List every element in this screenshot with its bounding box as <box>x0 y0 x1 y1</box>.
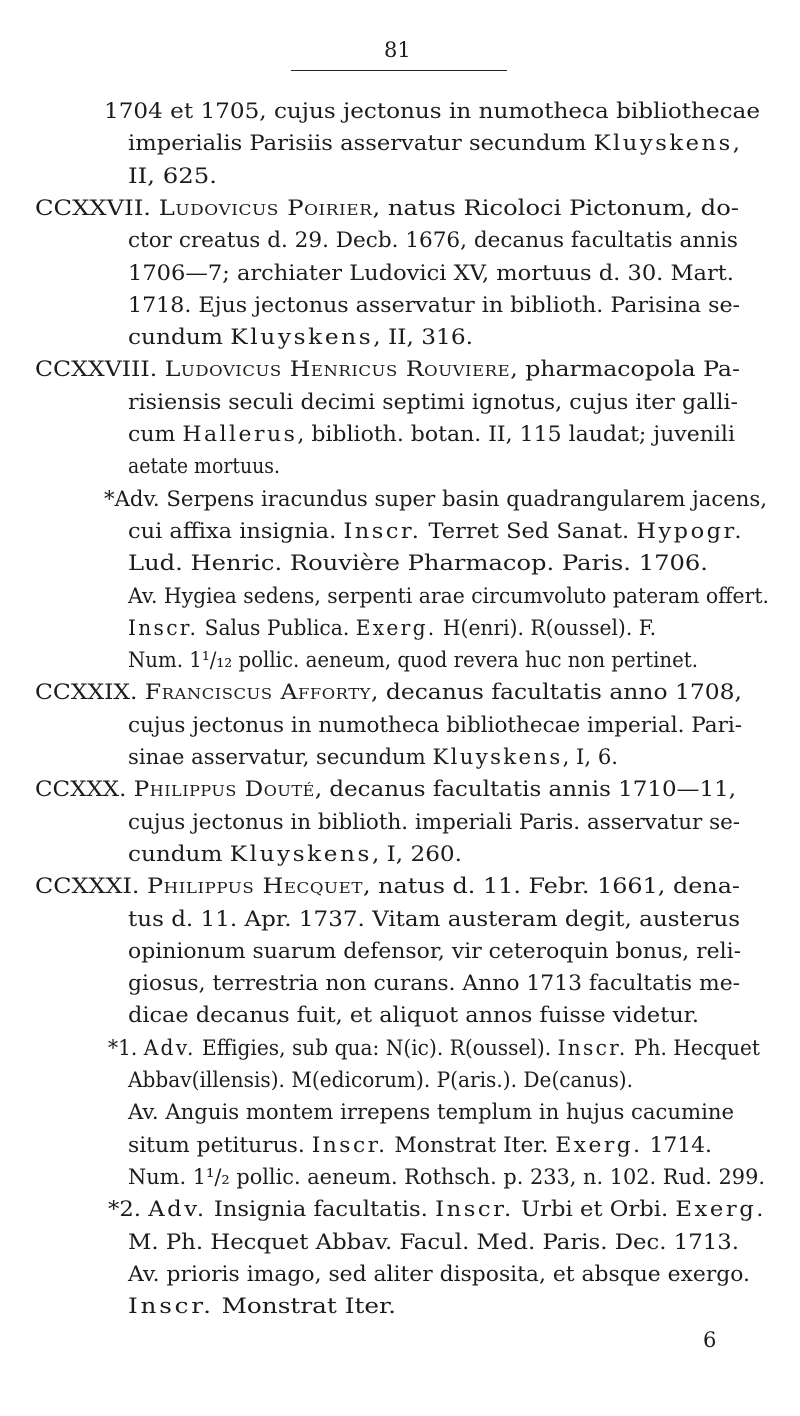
text-line <box>128 230 738 252</box>
text-line <box>128 615 657 641</box>
text-line <box>128 1261 750 1287</box>
text-segment: , natus Ricoloci Pictonum, do- <box>372 195 739 221</box>
text-segment: CCXXXI. <box>35 874 148 900</box>
text-segment: Ludovicus Poirier <box>158 195 373 221</box>
text-line <box>128 938 741 964</box>
text-segment: Kluyskens <box>593 131 733 157</box>
text-line <box>128 424 735 446</box>
text-segment: CCXXX. <box>35 777 134 803</box>
text-line <box>128 1132 712 1158</box>
text-segment: risiensis seculi decimi septimi ignotus, cujus iter galli- <box>128 389 739 415</box>
text-line <box>104 101 760 123</box>
text-line <box>128 292 741 318</box>
text-line <box>35 876 740 898</box>
text-segment: Effigies, sub qua: N(ic). R(oussel). <box>195 1035 558 1061</box>
text-line <box>128 841 462 867</box>
text-segment: CCXXVII. <box>35 195 159 221</box>
text-line <box>128 327 473 349</box>
text-line <box>128 163 217 189</box>
text-segment: Franciscus Afforty <box>144 680 371 706</box>
text-segment: Kluyskens <box>229 841 372 867</box>
text-line <box>128 809 741 835</box>
text-segment: , decanus facultatis annis 1710—11, <box>314 777 736 803</box>
text-line <box>128 712 743 738</box>
text-segment: , I, 260. <box>371 841 462 867</box>
text-line <box>128 747 618 769</box>
text-segment: dicae decanus fuit, et aliquot annos fuisse videtur. <box>128 1003 699 1029</box>
header-rule <box>291 70 507 71</box>
text-segment: 1718. Ejus jectonus asservatur in biblioth. Parisina se- <box>128 292 741 318</box>
text-line <box>35 682 742 704</box>
text-line <box>128 973 740 995</box>
text-segment: CCXXVIII. <box>35 357 165 383</box>
text-segment: Av. Anguis montem irrepens templum in hujus cacumine <box>128 1100 735 1126</box>
text-segment: II, 625. <box>128 163 217 189</box>
text-segment: Inscr. <box>311 1132 388 1158</box>
text-segment: Lud. Henric. Rouvière Pharmacop. Paris. 1706. <box>128 551 709 577</box>
text-segment: Hallerus <box>182 422 298 447</box>
page-number: 81 <box>384 38 411 62</box>
text-segment: Ph. Hecquet <box>627 1035 761 1061</box>
text-segment: , II, 316. <box>373 325 474 351</box>
text-segment: Terret Sed Sanat. <box>421 518 637 544</box>
text-segment: Adv. <box>143 1035 196 1061</box>
text-line <box>128 1102 734 1124</box>
text-segment: situm petiturus. <box>128 1132 312 1158</box>
text-line <box>128 650 698 672</box>
text-line <box>128 133 740 155</box>
text-line <box>128 906 741 932</box>
text-segment: cujus jectonus in numotheca bibliothecae imperial. Pari- <box>128 712 743 738</box>
text-line <box>35 195 739 221</box>
text-segment: Monstrat Iter. <box>387 1132 556 1158</box>
text-segment: *2. <box>108 1197 149 1223</box>
text-segment: , biblioth. botan. II, 115 laudat; juvenili <box>297 422 736 447</box>
text-segment: Num. 1¹/₁₂ pollic. aeneum, quod revera huc non pertinet. <box>128 648 699 674</box>
text-segment: Insignia facultatis. <box>206 1197 436 1223</box>
text-line <box>35 359 740 381</box>
text-segment: Abbav(illensis). M(edicorum). P(aris.). De(canus). <box>128 1068 634 1093</box>
text-segment: *1. <box>108 1035 144 1061</box>
text-segment: , decanus facultatis anno 1708, <box>370 680 742 706</box>
text-segment: Inscr. <box>557 1035 628 1061</box>
text-segment: sinae asservatur, secundum <box>128 745 433 770</box>
text-segment: Hypogr. <box>636 518 744 544</box>
text-segment: Ludovicus Henricus Rouviere <box>164 357 511 383</box>
text-segment: Inscr. <box>435 1197 514 1223</box>
text-segment: Exerg. <box>555 1132 643 1158</box>
text-segment: H(enri). R(oussel). F. <box>436 615 657 641</box>
text-line <box>35 779 736 801</box>
text-line <box>128 1296 396 1318</box>
text-segment: Inscr. <box>128 1294 214 1320</box>
text-segment: cundum <box>128 325 231 351</box>
text-segment: Inscr. <box>343 518 422 544</box>
text-segment: opinionum suarum defensor, vir ceteroquin bonus, reli- <box>128 938 741 964</box>
text-segment: Philippus Douté <box>133 777 315 803</box>
text-line <box>128 389 739 415</box>
text-segment: *Adv. Serpens iracundus super basin quadrangularem jacens, <box>104 486 768 512</box>
text-line <box>128 1070 633 1092</box>
text-segment: Urbi et Orbi. <box>513 1197 676 1223</box>
text-segment: Num. 1¹/₂ pollic. aeneum. Rothsch. p. 233, n. 102. Rud. 299. <box>128 1164 765 1190</box>
text-segment: Philippus Hecquet <box>147 874 363 900</box>
text-segment: , <box>732 131 740 157</box>
text-segment: tus d. 11. Apr. 1737. Vitam austeram degit, austerus <box>128 906 741 932</box>
text-segment: , pharmacopola Pa- <box>510 357 740 383</box>
text-line <box>128 1164 765 1190</box>
text-segment: Kluyskens <box>230 325 374 351</box>
text-line <box>108 1199 766 1221</box>
text-segment: M. Ph. Hecquet Abbav. Facul. Med. Paris. Dec. 1713. <box>128 1229 739 1255</box>
text-segment: 1706—7; archiater Ludovici XV, mortuus d. 30. Mart. <box>128 260 734 286</box>
text-segment: cujus jectonus in biblioth. imperiali Paris. asservatur se- <box>128 809 741 835</box>
text-segment: Kluyskens <box>432 745 563 770</box>
text-line <box>128 518 744 544</box>
text-line <box>128 456 280 478</box>
text-segment: imperialis Parisiis asservatur secundum <box>128 131 594 157</box>
text-segment: 1714. <box>642 1132 712 1158</box>
text-line <box>128 260 734 286</box>
text-segment: giosus, terrestria non curans. Anno 1713 facultatis me- <box>128 971 741 997</box>
text-segment: Monstrat Iter. <box>213 1294 396 1320</box>
text-line <box>128 583 769 609</box>
text-line <box>128 553 708 575</box>
text-segment: aetate mortuus. <box>128 454 280 480</box>
text-line <box>108 1035 761 1061</box>
text-segment: , I, 6. <box>562 745 619 770</box>
text-line <box>104 486 768 512</box>
text-segment: Salus Publica. <box>198 615 356 641</box>
text-segment: Inscr. <box>128 615 199 641</box>
text-segment: Av. Hygiea sedens, serpenti arae circumvoluto pateram offert. <box>128 583 769 609</box>
signature-mark: 6 <box>703 1328 717 1352</box>
text-segment: Av. prioris imago, sed aliter disposita, et absque exergo. <box>128 1261 750 1287</box>
text-segment: cundum <box>128 841 230 867</box>
text-line <box>128 1229 739 1255</box>
text-segment: 1704 et 1705, cujus jectonus in numotheca bibliothecae <box>104 99 761 124</box>
text-segment: ctor creatus d. 29. Decb. 1676, decanus facultatis annis <box>128 228 738 254</box>
text-segment: Exerg. <box>355 615 437 641</box>
text-segment: cui affixa insignia. <box>128 518 344 544</box>
text-line <box>128 1005 699 1027</box>
text-segment: Adv. <box>148 1197 207 1223</box>
text-segment: cum <box>128 422 183 447</box>
text-segment: , natus d. 11. Febr. 1661, dena- <box>362 874 740 900</box>
text-segment: CCXXIX. <box>35 680 145 706</box>
text-segment: Exerg. <box>675 1197 767 1223</box>
